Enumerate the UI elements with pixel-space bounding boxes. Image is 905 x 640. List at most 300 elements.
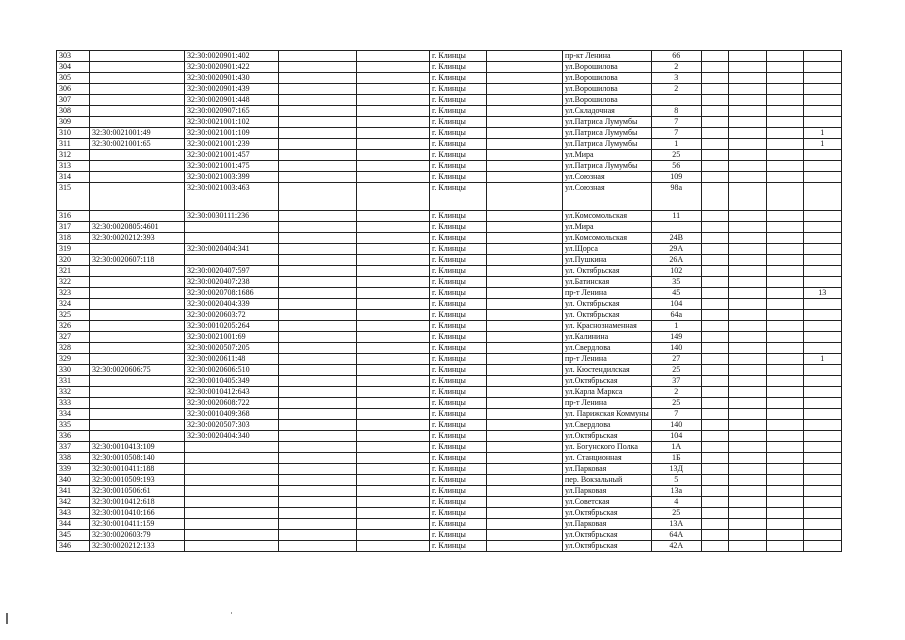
empty-cell <box>357 161 430 172</box>
cell-city: г. Клинцы <box>430 211 487 222</box>
cell-kn1 <box>90 106 185 117</box>
empty-cell <box>701 310 728 321</box>
empty-cell <box>487 84 563 95</box>
empty-cell <box>701 475 728 486</box>
empty-cell <box>766 233 803 244</box>
empty-cell <box>279 62 357 73</box>
empty-cell <box>766 332 803 343</box>
empty-cell <box>357 475 430 486</box>
cell-kn2 <box>185 233 279 244</box>
cell-extra <box>803 508 841 519</box>
cell-street: пр-т Ленина <box>563 288 652 299</box>
empty-cell <box>279 409 357 420</box>
page-edge-mark <box>6 613 8 624</box>
table-row <box>57 299 842 310</box>
cell-street: ул.Союзная <box>563 172 652 183</box>
empty-cell <box>487 376 563 387</box>
cell-house: 5 <box>651 475 701 486</box>
cell-n: 335 <box>57 420 90 431</box>
empty-cell <box>728 244 766 255</box>
empty-cell <box>766 541 803 552</box>
cell-street: ул.Парковая <box>563 486 652 497</box>
empty-cell <box>357 139 430 150</box>
empty-cell <box>357 508 430 519</box>
empty-cell <box>357 376 430 387</box>
empty-cell <box>487 431 563 442</box>
cell-kn1 <box>90 117 185 128</box>
cell-street: ул.Ворошилова <box>563 95 652 106</box>
empty-cell <box>487 409 563 420</box>
empty-cell <box>701 244 728 255</box>
empty-cell <box>279 332 357 343</box>
cell-house: 29А <box>651 244 701 255</box>
cell-n: 339 <box>57 464 90 475</box>
cell-kn1: 32:30:0010508:140 <box>90 453 185 464</box>
cell-extra <box>803 51 841 62</box>
cell-street: пр-т Ленина <box>563 354 652 365</box>
empty-cell <box>279 365 357 376</box>
empty-cell <box>487 497 563 508</box>
empty-cell <box>701 84 728 95</box>
empty-cell <box>701 398 728 409</box>
empty-cell <box>728 321 766 332</box>
cell-n: 314 <box>57 172 90 183</box>
cell-kn2: 32:30:0020407:238 <box>185 277 279 288</box>
cell-city: г. Клинцы <box>430 442 487 453</box>
table-row <box>57 343 842 354</box>
empty-cell <box>766 409 803 420</box>
cell-extra <box>803 387 841 398</box>
empty-cell <box>766 398 803 409</box>
empty-cell <box>766 95 803 106</box>
empty-cell <box>279 172 357 183</box>
table-row <box>57 453 842 464</box>
empty-cell <box>279 464 357 475</box>
empty-cell <box>701 354 728 365</box>
empty-cell <box>357 310 430 321</box>
cell-street: ул.Калинина <box>563 332 652 343</box>
empty-cell <box>279 106 357 117</box>
cell-city: г. Клинцы <box>430 365 487 376</box>
empty-cell <box>279 266 357 277</box>
cell-street: ул.Октябрьская <box>563 508 652 519</box>
empty-cell <box>728 431 766 442</box>
cell-n: 344 <box>57 519 90 530</box>
cell-n: 304 <box>57 62 90 73</box>
empty-cell <box>728 508 766 519</box>
cell-house: 1Б <box>651 453 701 464</box>
cell-kn2 <box>185 464 279 475</box>
cell-house <box>651 222 701 233</box>
empty-cell <box>728 266 766 277</box>
cell-n: 312 <box>57 150 90 161</box>
cell-street: ул.Ворошилова <box>563 73 652 84</box>
empty-cell <box>279 354 357 365</box>
table-row <box>57 84 842 95</box>
cell-house <box>651 95 701 106</box>
empty-cell <box>357 354 430 365</box>
empty-cell <box>701 497 728 508</box>
empty-cell <box>728 73 766 84</box>
cell-n: 324 <box>57 299 90 310</box>
cell-house: 25 <box>651 365 701 376</box>
table-row <box>57 288 842 299</box>
empty-cell <box>357 420 430 431</box>
empty-cell <box>487 420 563 431</box>
empty-cell <box>487 387 563 398</box>
cell-kn2: 32:30:0020708:1686 <box>185 288 279 299</box>
empty-cell <box>279 233 357 244</box>
cell-kn2: 32:30:0010205:264 <box>185 321 279 332</box>
empty-cell <box>279 288 357 299</box>
cell-extra <box>803 530 841 541</box>
empty-cell <box>487 172 563 183</box>
empty-cell <box>701 442 728 453</box>
table-row <box>57 497 842 508</box>
empty-cell <box>728 541 766 552</box>
cell-house: 37 <box>651 376 701 387</box>
empty-cell <box>766 486 803 497</box>
empty-cell <box>701 211 728 222</box>
empty-cell <box>279 453 357 464</box>
cell-n: 325 <box>57 310 90 321</box>
table-row <box>57 376 842 387</box>
empty-cell <box>728 222 766 233</box>
empty-cell <box>766 277 803 288</box>
cell-kn1 <box>90 84 185 95</box>
cell-city: г. Клинцы <box>430 277 487 288</box>
empty-cell <box>357 365 430 376</box>
cell-kn1 <box>90 150 185 161</box>
cell-street: ул.Свердлова <box>563 343 652 354</box>
table-row <box>57 62 842 73</box>
cell-street: пр-т Ленина <box>563 398 652 409</box>
empty-cell <box>487 486 563 497</box>
cell-extra: 13 <box>803 288 841 299</box>
empty-cell <box>357 519 430 530</box>
cell-kn1: 32:30:0010411:159 <box>90 519 185 530</box>
empty-cell <box>701 376 728 387</box>
cell-kn2: 32:30:0020404:339 <box>185 299 279 310</box>
cell-extra <box>803 486 841 497</box>
cell-extra <box>803 211 841 222</box>
empty-cell <box>766 255 803 266</box>
cell-extra <box>803 365 841 376</box>
cell-city: г. Клинцы <box>430 453 487 464</box>
empty-cell <box>279 475 357 486</box>
cell-street: ул.Союзная <box>563 183 652 211</box>
cell-street: ул.Комсомольская <box>563 233 652 244</box>
cell-extra <box>803 95 841 106</box>
cell-city: г. Клинцы <box>430 530 487 541</box>
empty-cell <box>357 172 430 183</box>
cell-city: г. Клинцы <box>430 150 487 161</box>
empty-cell <box>279 387 357 398</box>
cell-city: г. Клинцы <box>430 128 487 139</box>
cell-extra <box>803 117 841 128</box>
empty-cell <box>766 288 803 299</box>
empty-cell <box>766 376 803 387</box>
cell-kn2: 32:30:0020507:205 <box>185 343 279 354</box>
empty-cell <box>701 150 728 161</box>
cell-street: ул.Складочная <box>563 106 652 117</box>
cell-street: ул. Октябрьская <box>563 310 652 321</box>
empty-cell <box>357 266 430 277</box>
cell-house: 56 <box>651 161 701 172</box>
empty-cell <box>487 128 563 139</box>
cell-n: 341 <box>57 486 90 497</box>
empty-cell <box>728 398 766 409</box>
empty-cell <box>728 475 766 486</box>
cell-kn1: 32:30:0020212:393 <box>90 233 185 244</box>
empty-cell <box>701 106 728 117</box>
cell-n: 310 <box>57 128 90 139</box>
cell-n: 323 <box>57 288 90 299</box>
cell-city: г. Клинцы <box>430 541 487 552</box>
cell-kn2: 32:30:0020901:422 <box>185 62 279 73</box>
cell-city: г. Клинцы <box>430 409 487 420</box>
cell-extra: 1 <box>803 354 841 365</box>
empty-cell <box>357 211 430 222</box>
cell-kn2 <box>185 475 279 486</box>
cell-kn1 <box>90 354 185 365</box>
empty-cell <box>357 343 430 354</box>
cell-city: г. Клинцы <box>430 431 487 442</box>
empty-cell <box>728 387 766 398</box>
empty-cell <box>487 321 563 332</box>
cell-house: 4 <box>651 497 701 508</box>
empty-cell <box>728 299 766 310</box>
cell-kn1 <box>90 183 185 211</box>
cell-n: 313 <box>57 161 90 172</box>
empty-cell <box>766 387 803 398</box>
empty-cell <box>766 321 803 332</box>
table-row <box>57 51 842 62</box>
table-row <box>57 354 842 365</box>
cell-house: 42А <box>651 541 701 552</box>
cell-kn2 <box>185 486 279 497</box>
cell-extra <box>803 453 841 464</box>
cell-extra <box>803 332 841 343</box>
empty-cell <box>279 541 357 552</box>
cell-n: 305 <box>57 73 90 84</box>
empty-cell <box>701 530 728 541</box>
empty-cell <box>728 519 766 530</box>
cell-kn2: 32:30:0020407:597 <box>185 266 279 277</box>
table-row <box>57 530 842 541</box>
empty-cell <box>357 541 430 552</box>
cell-extra <box>803 255 841 266</box>
empty-cell <box>728 172 766 183</box>
empty-cell <box>766 365 803 376</box>
empty-cell <box>357 73 430 84</box>
cell-extra <box>803 106 841 117</box>
cell-house: 7 <box>651 128 701 139</box>
empty-cell <box>766 343 803 354</box>
cell-city: г. Клинцы <box>430 420 487 431</box>
cell-kn2: 32:30:0020901:439 <box>185 84 279 95</box>
cell-street: ул.Патриса Лумумбы <box>563 139 652 150</box>
cell-street: ул.Октябрьская <box>563 376 652 387</box>
cell-house: 45 <box>651 288 701 299</box>
cell-kn1: 32:30:0010411:188 <box>90 464 185 475</box>
empty-cell <box>357 497 430 508</box>
cell-kn2: 32:30:0020404:341 <box>185 244 279 255</box>
cell-street: ул.Ворошилова <box>563 62 652 73</box>
cell-kn1 <box>90 51 185 62</box>
cell-house: 2 <box>651 84 701 95</box>
table-row <box>57 398 842 409</box>
cell-house: 13А <box>651 519 701 530</box>
cell-extra <box>803 222 841 233</box>
empty-cell <box>279 343 357 354</box>
cell-kn2: 32:30:0020606:510 <box>185 365 279 376</box>
empty-cell <box>279 211 357 222</box>
cell-extra <box>803 376 841 387</box>
cell-kn2: 32:30:0020901:448 <box>185 95 279 106</box>
empty-cell <box>357 277 430 288</box>
empty-cell <box>487 354 563 365</box>
empty-cell <box>701 277 728 288</box>
cell-n: 320 <box>57 255 90 266</box>
cell-street: ул. Октябрьская <box>563 266 652 277</box>
empty-cell <box>279 161 357 172</box>
empty-cell <box>728 365 766 376</box>
empty-cell <box>728 453 766 464</box>
cell-kn1 <box>90 409 185 420</box>
table-row <box>57 266 842 277</box>
empty-cell <box>279 95 357 106</box>
empty-cell <box>279 51 357 62</box>
empty-cell <box>279 183 357 211</box>
table-row <box>57 161 842 172</box>
cell-house: 140 <box>651 420 701 431</box>
empty-cell <box>766 51 803 62</box>
empty-cell <box>487 475 563 486</box>
cell-kn1: 32:30:0010506:61 <box>90 486 185 497</box>
empty-cell <box>357 106 430 117</box>
cell-street: пр-кт Ленина <box>563 51 652 62</box>
empty-cell <box>279 73 357 84</box>
cell-extra <box>803 244 841 255</box>
empty-cell <box>487 332 563 343</box>
cell-n: 331 <box>57 376 90 387</box>
cell-extra <box>803 420 841 431</box>
empty-cell <box>766 183 803 211</box>
cell-kn2 <box>185 541 279 552</box>
empty-cell <box>766 508 803 519</box>
cell-city: г. Клинцы <box>430 51 487 62</box>
cell-street: ул.Мира <box>563 150 652 161</box>
cell-extra <box>803 62 841 73</box>
empty-cell <box>728 420 766 431</box>
cell-extra <box>803 497 841 508</box>
cell-extra <box>803 541 841 552</box>
cell-extra <box>803 398 841 409</box>
empty-cell <box>279 486 357 497</box>
cell-n: 332 <box>57 387 90 398</box>
empty-cell <box>279 244 357 255</box>
cell-street: ул.Октябрьская <box>563 530 652 541</box>
empty-cell <box>701 409 728 420</box>
table-row <box>57 431 842 442</box>
cell-street: ул.Комсомольская <box>563 211 652 222</box>
empty-cell <box>766 106 803 117</box>
empty-cell <box>357 387 430 398</box>
empty-cell <box>357 464 430 475</box>
empty-cell <box>701 139 728 150</box>
empty-cell <box>728 497 766 508</box>
cell-n: 328 <box>57 343 90 354</box>
empty-cell <box>701 73 728 84</box>
cell-extra <box>803 464 841 475</box>
cell-kn2: 32:30:0021001:475 <box>185 161 279 172</box>
empty-cell <box>701 222 728 233</box>
empty-cell <box>766 497 803 508</box>
empty-cell <box>766 222 803 233</box>
cell-house: 35 <box>651 277 701 288</box>
cell-kn1: 32:30:0021001:49 <box>90 128 185 139</box>
empty-cell <box>487 442 563 453</box>
cell-kn2: 32:30:0020907:165 <box>185 106 279 117</box>
cell-kn1 <box>90 332 185 343</box>
cell-n: 308 <box>57 106 90 117</box>
empty-cell <box>701 62 728 73</box>
empty-cell <box>701 453 728 464</box>
empty-cell <box>728 233 766 244</box>
empty-cell <box>701 321 728 332</box>
table-row <box>57 464 842 475</box>
empty-cell <box>487 183 563 211</box>
cell-kn1: 32:30:0010413:109 <box>90 442 185 453</box>
cell-n: 333 <box>57 398 90 409</box>
empty-cell <box>279 139 357 150</box>
empty-cell <box>487 95 563 106</box>
cell-house: 27 <box>651 354 701 365</box>
empty-cell <box>766 464 803 475</box>
empty-cell <box>279 310 357 321</box>
cell-city: г. Клинцы <box>430 519 487 530</box>
cell-extra <box>803 321 841 332</box>
empty-cell <box>357 222 430 233</box>
cell-extra <box>803 233 841 244</box>
empty-cell <box>728 486 766 497</box>
cell-kn2: 32:30:0010405:349 <box>185 376 279 387</box>
empty-cell <box>279 442 357 453</box>
cell-kn2 <box>185 519 279 530</box>
cell-kn1 <box>90 387 185 398</box>
cell-n: 303 <box>57 51 90 62</box>
cell-house: 1 <box>651 321 701 332</box>
cell-n: 336 <box>57 431 90 442</box>
empty-cell <box>357 51 430 62</box>
cell-kn2 <box>185 508 279 519</box>
cell-kn2: 32:30:0021003:399 <box>185 172 279 183</box>
empty-cell <box>728 354 766 365</box>
empty-cell <box>766 62 803 73</box>
cell-kn2 <box>185 255 279 266</box>
cell-house: 25 <box>651 508 701 519</box>
cell-house: 7 <box>651 117 701 128</box>
cell-kn2: 32:30:0021001:69 <box>185 332 279 343</box>
empty-cell <box>357 84 430 95</box>
empty-cell <box>487 288 563 299</box>
cell-n: 329 <box>57 354 90 365</box>
table-row <box>57 332 842 343</box>
cell-kn1: 32:30:0020607:118 <box>90 255 185 266</box>
cell-n: 337 <box>57 442 90 453</box>
empty-cell <box>357 233 430 244</box>
